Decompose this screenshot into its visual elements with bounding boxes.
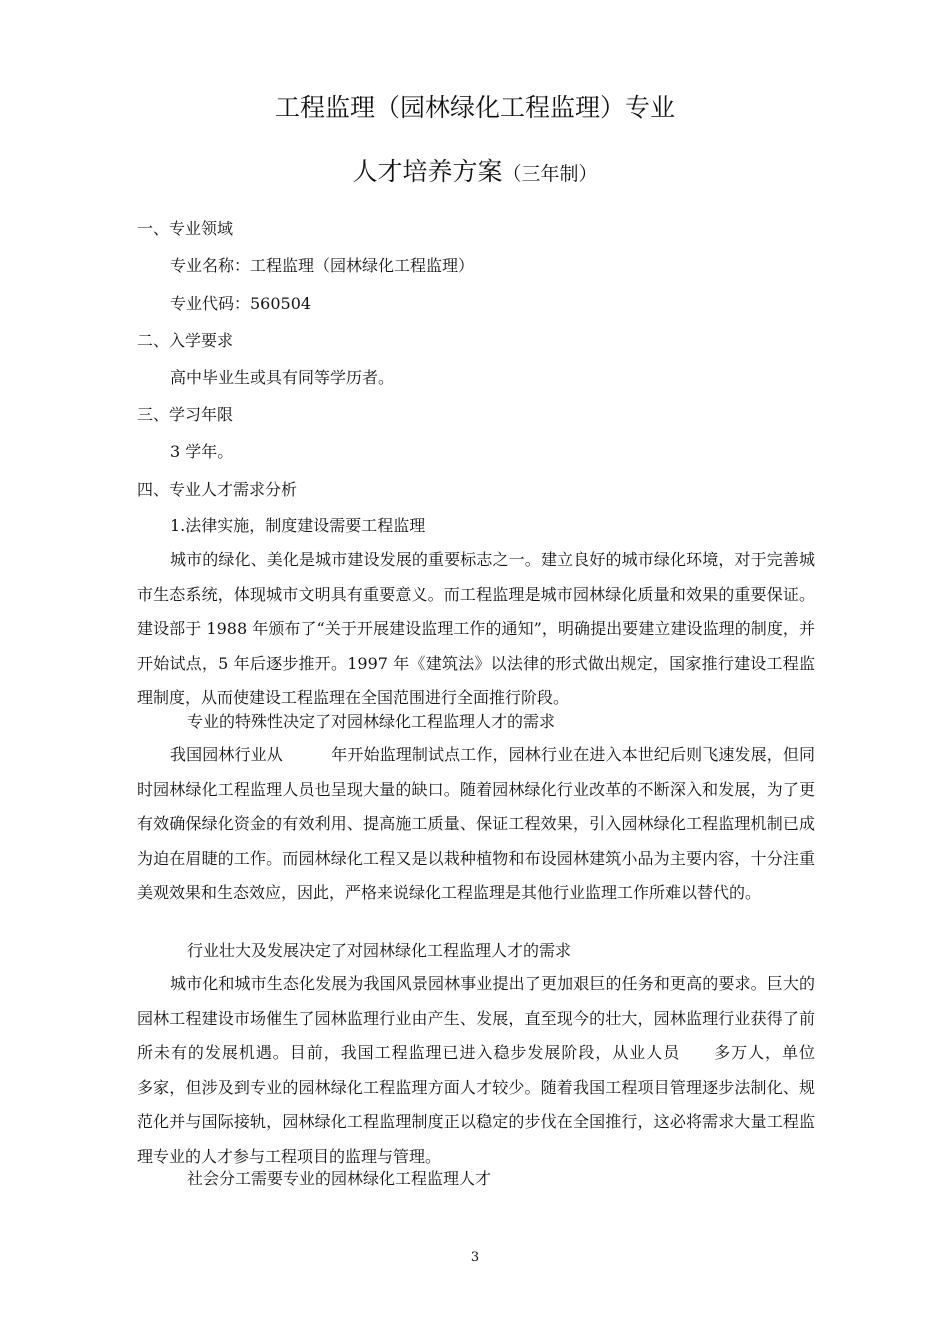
subtitle-suffix: （三年制）	[502, 163, 598, 185]
major-name: 专业名称：工程监理（园林绿化工程监理）	[170, 256, 475, 275]
paragraph-3: 城市化和城市生态化发展为我国风景园林事业提出了更加艰巨的任务和更高的要求。巨大的园林工程建设市场催生了园林监理行业由产生、发展，直至现今的壮大，园林监理行业获得了前所未有的发展机遇。目前，我国工程监理已进入稳步发展阶段，从业人员 多万人，单位 多家，但涉及到专业的园林绿化工程监理方面人才较少。随着我国工程项目管理逐步法制化、规范化并与国际接轨，园林绿化工程监理制度正以稳定的步伐在全国推行，这必将需求大量工程监理专业的人才参与工程项目的监理与管理。	[137, 974, 864, 1166]
section-heading-4: 四、专业人才需求分析	[137, 480, 298, 499]
page-number: 3	[470, 1250, 480, 1265]
document-subtitle	[0, 154, 950, 192]
subsection-heading-2: 专业的特殊性决定了对园林绿化工程监理人才的需求	[187, 712, 556, 731]
subsection-heading-1: 1.法律实施，制度建设需要工程监理	[170, 516, 426, 535]
admission-requirement: 高中毕业生或具有同等学历者。	[170, 368, 395, 387]
paragraph-2: 我国园林行业从 年开始监理制试点工作，园林行业在进入本世纪后则飞速发展，但同时园林绿化工程监理人员也呈现大量的缺口。随着园林绿化行业改革的不断深入和发展，为了更有效确保绿化资金的有效利用、提高施工质量、保证工程效果，引入园林绿化工程监理机制已成为迫在眉睫的工作。而园林绿化工程又是以栽种植物和布设园林建筑小品为主要内容，十分注重美观效果和生态效应，因此，严格来说绿化工程监理是其他行业监理工作所难以替代的。	[137, 745, 815, 903]
section-heading-2: 二、入学要求	[137, 331, 234, 350]
study-duration: 3 学年。	[170, 442, 234, 461]
paragraph-1: 城市的绿化、美化是城市建设发展的重要标志之一。建立良好的城市绿化环境，对于完善城市生态系统，体现城市文明具有重要意义。而工程监理是城市园林绿化质量和效果的重要保证。建设部于 1988 年颁布了“关于开展建设监理工作的通知”，明确提出要建立建设监理的制度，并开始试点，5 年后逐步推开。1997 年《建筑法》以法律的形式做出规定，国家推行建设工程监理制度，从而使建设工程监理在全国范围进行全面推行阶段。	[137, 550, 815, 708]
section-heading-1: 一、专业领域	[137, 219, 234, 238]
major-code: 专业代码：560504	[170, 294, 312, 313]
section-heading-3: 三、学习年限	[137, 405, 234, 424]
subsection-heading-4: 社会分工需要专业的园林绿化工程监理人才	[187, 1169, 492, 1188]
document-title: 工程监理（园林绿化工程监理）专业	[274, 93, 675, 122]
subtitle-main: 人才培养方案	[352, 157, 503, 186]
subsection-heading-3: 行业壮大及发展决定了对园林绿化工程监理人才的需求	[187, 941, 572, 960]
